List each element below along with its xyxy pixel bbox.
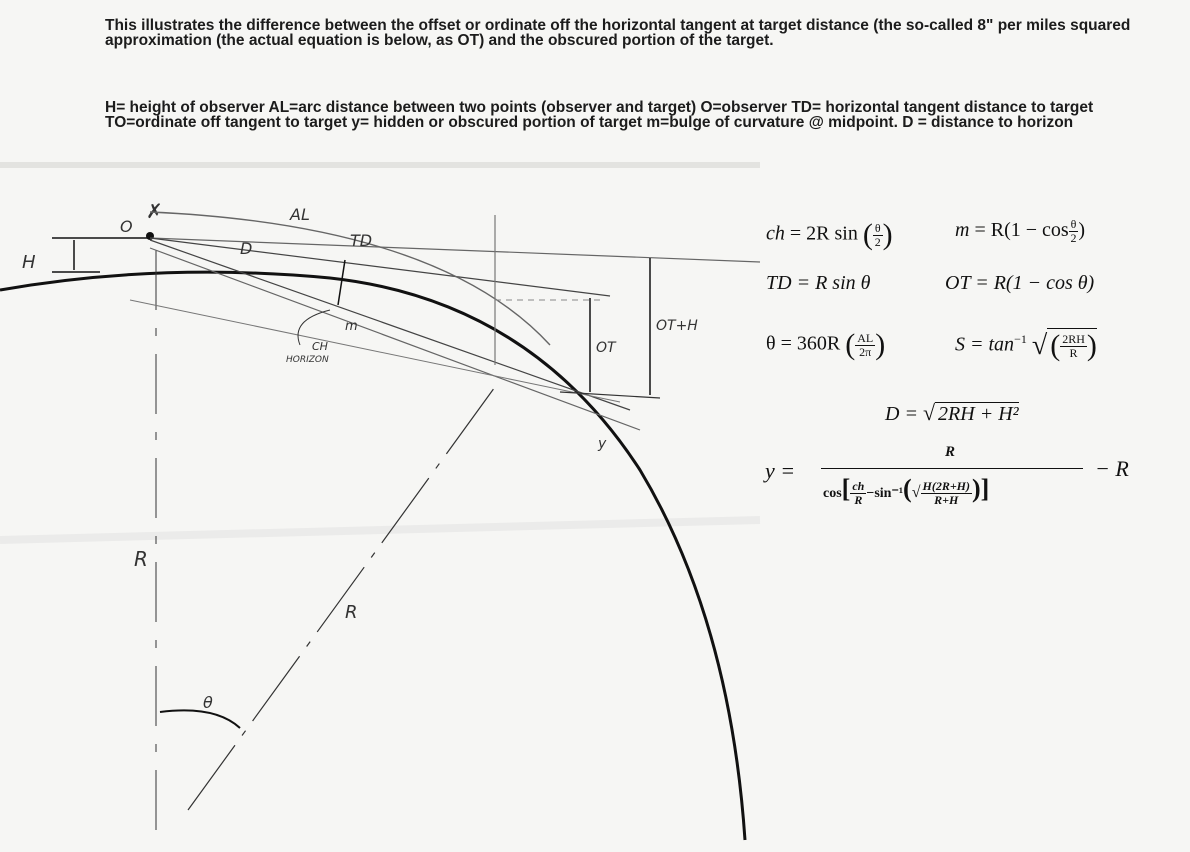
eq-d-radicand: 2RH + H² (935, 402, 1019, 426)
horizon-line (150, 248, 640, 430)
sight-line (130, 300, 620, 402)
eq-y-inner-num: H(2R+H) (922, 479, 971, 494)
eq-y-inner-den: R+H (934, 493, 959, 508)
label-al: AL (290, 205, 310, 224)
eq-s-exp: −1 (1014, 331, 1027, 346)
eq-theta-lhs: θ = 360R (766, 332, 841, 355)
label-o: O (120, 217, 133, 236)
eq-y-lhs: y = (765, 458, 796, 483)
label-ch: CH (312, 340, 328, 353)
eq-d: D = √ 2RH + H² (885, 400, 1019, 425)
eq-y-tail: − R (1095, 456, 1129, 481)
label-o-flag: ✗ (146, 199, 163, 223)
label-horizon: HORIZON (286, 355, 329, 365)
eq-theta-num: AL (857, 330, 874, 345)
label-m: m (345, 319, 358, 334)
eq-theta-den: 2π (859, 344, 872, 359)
label-ot-h: OT+H (656, 318, 698, 334)
label-r-left: R (134, 547, 148, 571)
eq-ch-num: θ (874, 220, 881, 235)
eq-m-close: ) (1078, 219, 1086, 242)
eq-m-den: 2 (1070, 231, 1077, 245)
eq-m-num: θ (1070, 217, 1077, 231)
eq-m-rhs: = R(1 − cos (974, 219, 1069, 242)
eq-y-num: R (945, 444, 956, 460)
eq-ch-den: 2 (874, 234, 881, 249)
eq-y-cos: cos (823, 486, 842, 501)
eq-y-ch-num: ch (852, 479, 865, 494)
eq-s-num: 2RH (1062, 331, 1085, 346)
radius-diagonal (188, 380, 500, 810)
eq-ch-rhs: = 2R sin (789, 222, 858, 245)
eq-d-lhs: D = (885, 403, 918, 425)
eq-y-minus-sin: −sin⁻¹ (866, 486, 904, 501)
eq-s-lhs: S = tan (955, 333, 1015, 356)
theta-arc (160, 710, 240, 728)
eq-ot: OT = R(1 − cos θ) (945, 272, 1095, 294)
eq-theta: θ = 360R ( $\frac{AL}{2\pi}$ ) (766, 328, 886, 361)
eq-td: TD = R sin θ (766, 272, 871, 294)
label-theta: θ (203, 693, 213, 712)
eq-y-ch-den: R (854, 493, 863, 508)
eq-m (955, 218, 1085, 245)
bottom-tick-line (560, 392, 660, 398)
eq-s: $S = \tan^{-1}$ √ ( $\frac{2RH}{R}$ ) (955, 329, 1097, 362)
eq-y (763, 440, 1153, 530)
eq-ch-lhs: ch (766, 222, 785, 245)
bulge-m-line (338, 260, 345, 305)
label-ot: OT (596, 340, 616, 356)
chord-line (150, 240, 630, 410)
eq-m-lhs: m (955, 219, 970, 242)
eq-y-fraction-bar (821, 468, 1083, 469)
label-td: TD (350, 231, 373, 250)
legend-text: H= height of observer AL=arc distance between two points (observer and target) O=observer TD= horizontal tangent distance to target TO=ordinate off tangent to target y= hidden or obscured portion of target m=bulge of curvature @ midpoint. D = distance to horizon (105, 99, 1094, 131)
label-h: H (22, 252, 36, 273)
eq-s-den: R (1069, 345, 1078, 360)
eq-ch: ch = 2R sin ( $\frac{\theta}{2}$ ) (766, 218, 893, 251)
label-r-diag: R (345, 602, 358, 623)
label-d: D (240, 239, 253, 258)
label-y: y (598, 436, 607, 452)
faint-guide-line (0, 520, 760, 540)
eq-y-denominator: cos[ $\frac{ch}{R}$ −sin⁻¹(√ $\frac{H(2R+H)}{R+H}$ )] (823, 474, 990, 508)
description-text: This illustrates the difference between the offset or ordinate off the horizontal tangent at target distance (the so-called 8" per miles squared approximation (the actual equation is below, as OT) and the obscured portion of the target. (105, 17, 1131, 49)
